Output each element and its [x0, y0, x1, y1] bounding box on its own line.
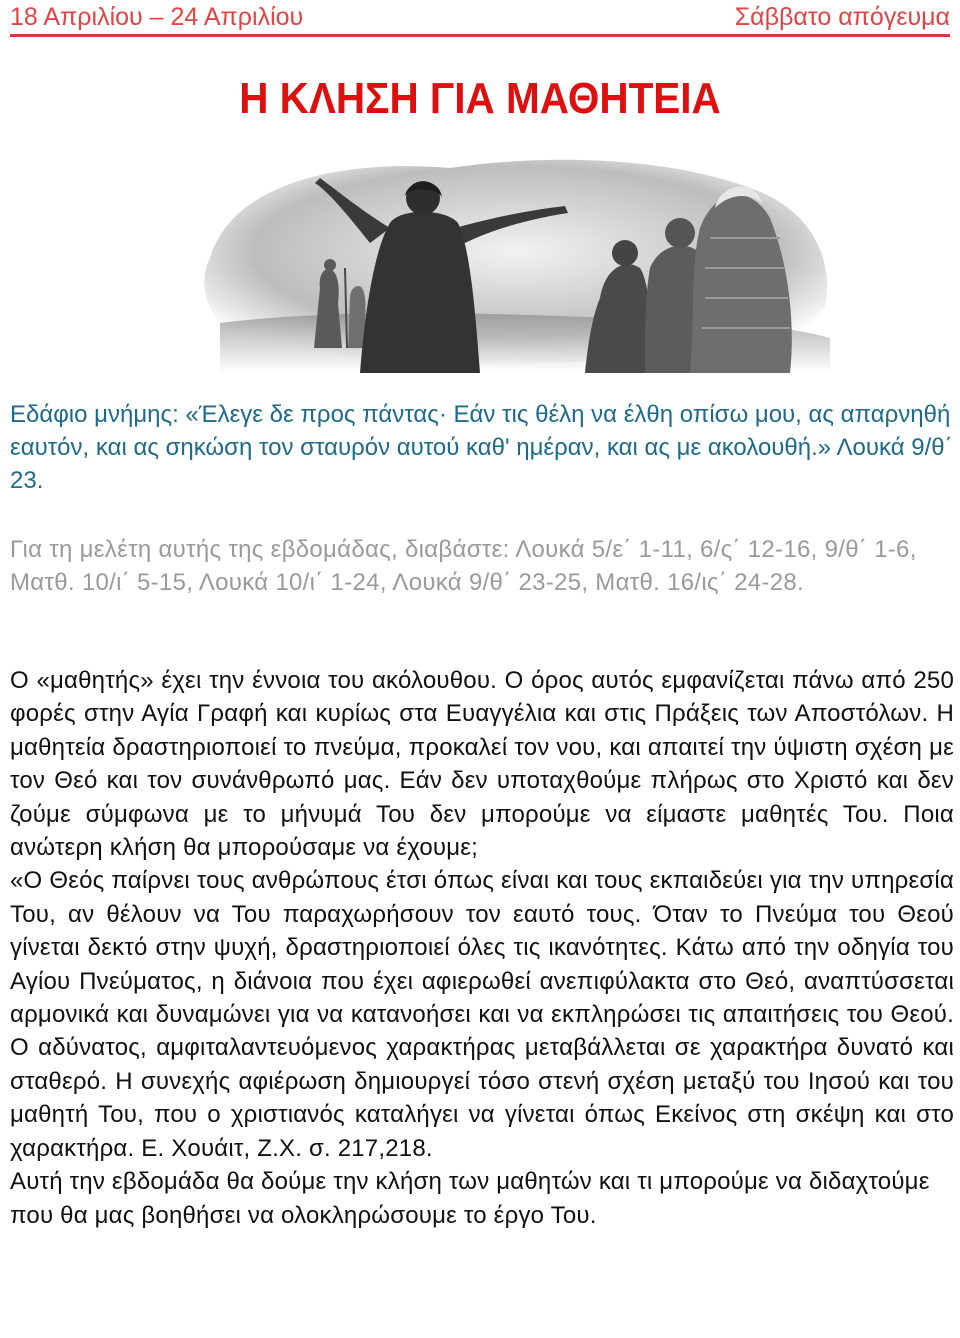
paragraph: «Ο Θεός παίρνει τους ανθρώπους έτσι όπως είναι και τους εκπαιδεύει για την υπηρεσία Του, αν θέλουν να Του παραχωρήσουν τον εαυτό τους. Όταν το Πνεύμα του Θεού γίνεται δεκτό στην ψυχή, δραστηριοποιεί όλες τις ικανότητες. Κάτω από την οδηγία του Αγίου Πνεύματος, η διάνοια που έχει αφιερωθεί ανεπιφύλακτα στο Θεό, αναπτύσσεται αρμονικά και δυναμώνει για να κατανοήσει και να εκπληρώσει τις απαιτήσεις του Θεού. Ο αδύνατος, αμφιταλαντευόμενος χαρακτήρας μεταβάλλεται σε χαρακτήρα δυνατό και σταθερό. Η συνεχής αφιέρωση δημιουργεί τόσο στενή σχέση μεταξύ του Ιησού και του μαθητή Του, που ο χριστιανός καταλήγει να γίνεται όπως Εκείνος στη σκέψη και στο χαρακτήρα. Ε. Χουάιτ, Ζ.Χ. σ. 217,218. — [10, 867, 954, 1162]
study-reading: Για τη μελέτη αυτής της εβδομάδας, διαβάστε: Λουκά 5/ε΄ 1-11, 6/ς΄ 12-16, 9/θ΄ 1-6, Ματθ. 10/ι΄ 5-15, Λουκά 10/ι΄ 1-24, Λουκά 9/θ΄ 23-25, Ματθ. 16/ις΄ 24-28. — [10, 536, 917, 596]
header-dates: 18 Απριλίου – 24 Απριλίου — [10, 3, 304, 31]
paragraph: Ο «μαθητής» έχει την έννοια του ακόλουθου. Ο όρος αυτός εμφανίζεται πάνω από 250 φορές στην Αγία Γραφή και κυρίως στα Ευαγγέλια και στις Πράξεις των Αποστόλων. Η μαθητεία δραστηριοποιεί το πνεύμα, προκαλεί τον νου, και απαιτεί την ύψιστη σχέση με τον Θεό και τον συνάνθρωπό μας. Εάν δεν υποταχθούμε πλήρως στο Χριστό και δεν ζούμε σύμφωνα με το μήνυμά Του δεν μπορούμε να είμαστε μαθητές Του. Ποια ανώτερη κλήση θα μπορούσαμε να έχουμε; — [10, 667, 954, 862]
body-text — [10, 664, 954, 1232]
paragraph: Αυτή την εβδομάδα θα δούμε την κλήση των μαθητών και τι μπορούμε να διδαχτούμε που θα μας βοηθήσει να ολοκληρώσουμε το έργο Του. — [10, 1168, 930, 1229]
header-day: Σάββατο απόγευμα — [734, 3, 950, 31]
page-title: Η ΚΛΗΣΗ ΓΙΑ ΜΑΘΗΤΕΙΑ — [239, 74, 721, 123]
figures-illustration — [190, 148, 840, 373]
memory-verse: Εδάφιο μνήμης: «Έλεγε δε προς πάντας· Εάν τις θέλη να έλθη οπίσω μου, ας απαρνηθή εαυτόν, και ας σηκώση τον σταυρόν αυτού καθ' ημέραν, και ας με ακολουθή.» Λουκά 9/θ΄ 23. — [10, 401, 953, 494]
page-header — [10, 0, 950, 37]
